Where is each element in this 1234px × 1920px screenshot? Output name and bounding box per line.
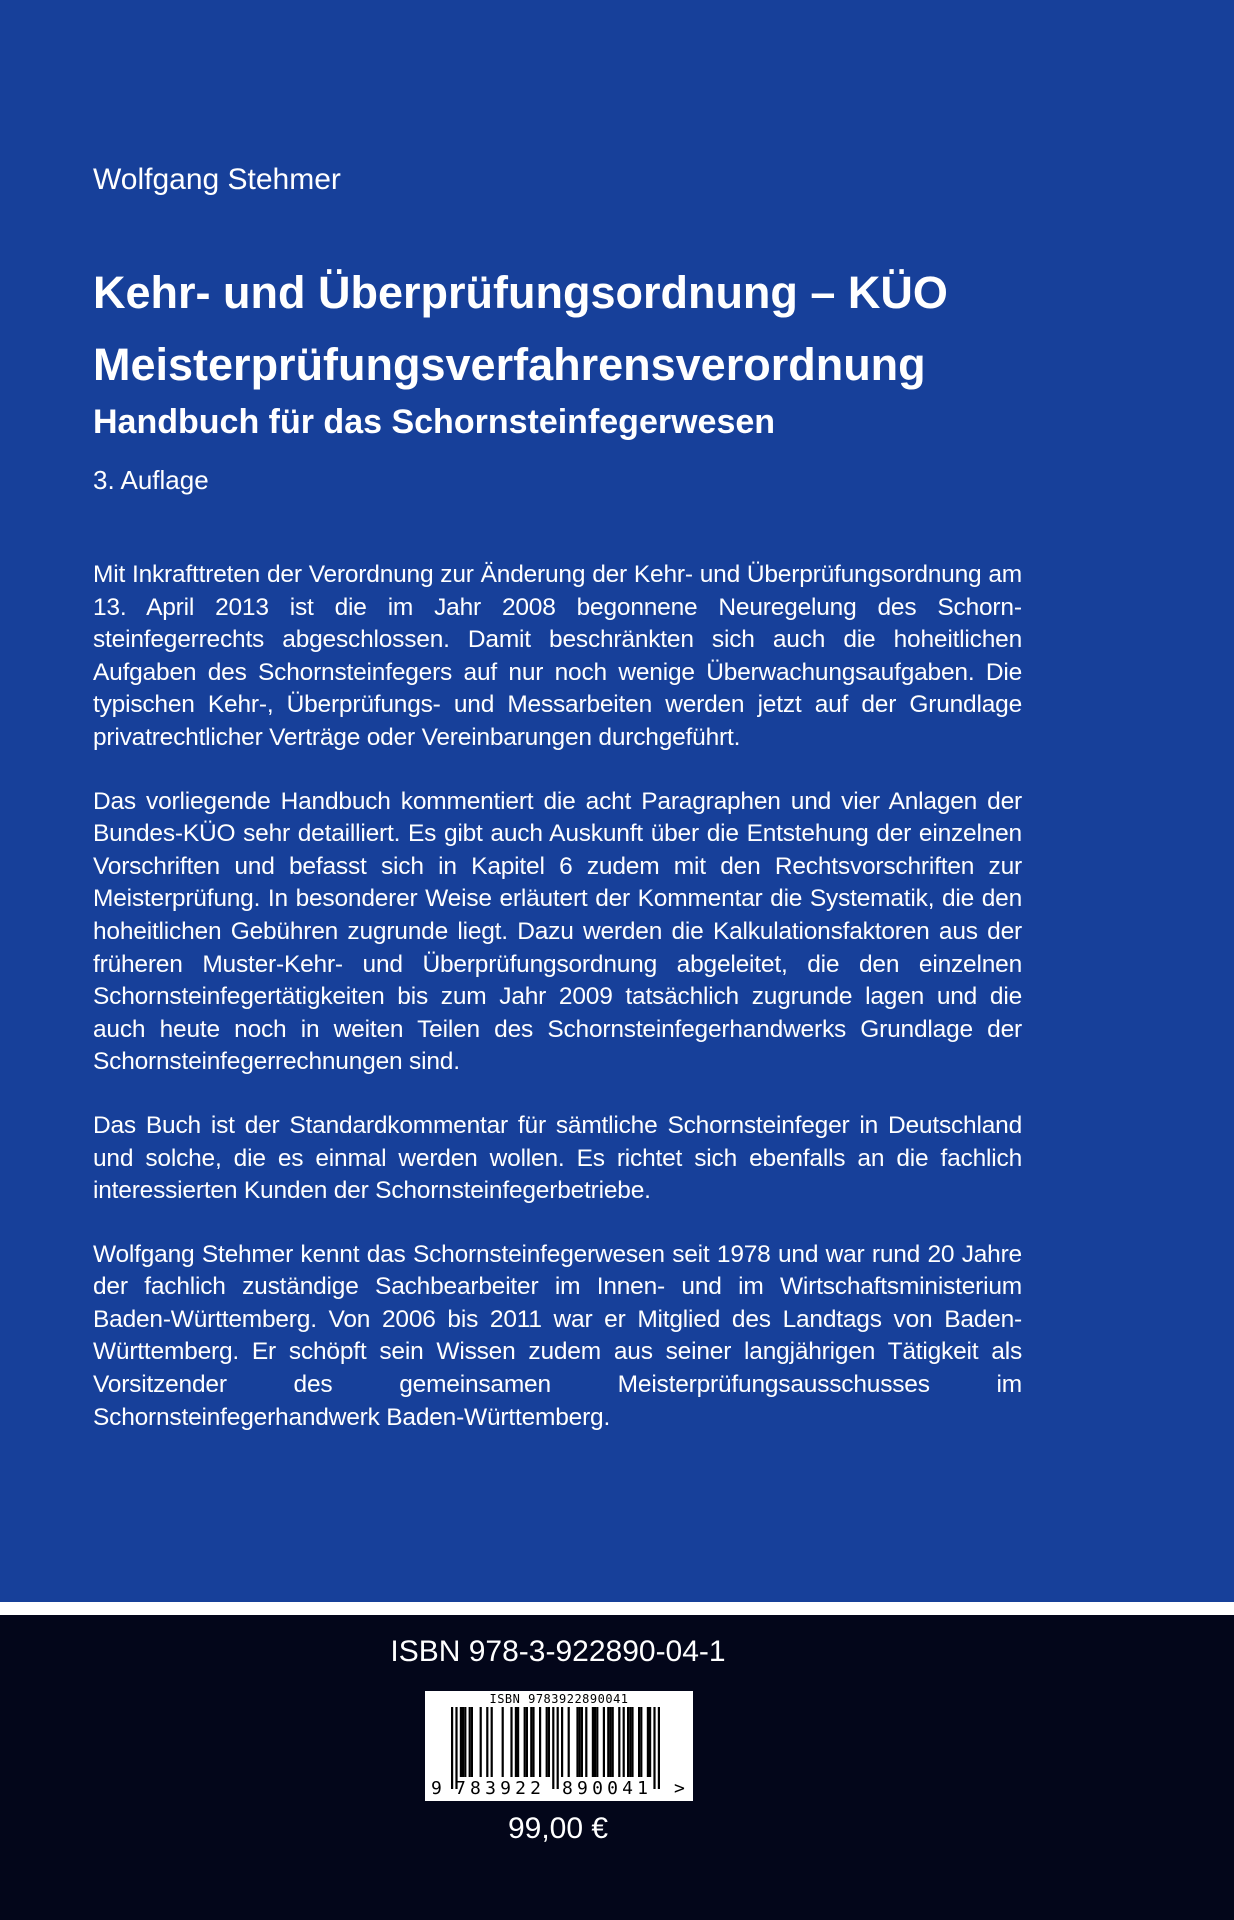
barcode-bar bbox=[530, 1707, 532, 1777]
barcode-bar bbox=[462, 1707, 464, 1777]
barcode-top-text: ISBN 9783922890041 bbox=[489, 1692, 629, 1706]
blurb-paragraph-1: Mit Inkrafttreten der Verordnung zur Änderung der Kehr- und Überprüfungsordnung am 13. April 2013 ist die im Jahr 2008 begonnene Neuregelung des Schornsteinfegerrechts abgeschlossen. Damit beschränkten sich auch die hoheitlichen Aufgaben des Schornsteinfegers auf nur noch wenige Überwachungsaufgaben. Die typischen Kehr-, Überprüfungs- und Messarbeiten werden jetzt auf der Grundlage privatrechtlicher Verträge oder Vereinbarungen durchgeführt. bbox=[93, 561, 1022, 751]
blurb-text bbox=[93, 559, 1022, 1465]
barcode-bar bbox=[618, 1707, 620, 1777]
barcode-bar bbox=[532, 1707, 534, 1777]
barcode-bar bbox=[480, 1707, 482, 1777]
barcode-bar bbox=[627, 1707, 629, 1777]
barcode-bar bbox=[612, 1707, 614, 1777]
barcode-first-digit: 9 bbox=[431, 1778, 442, 1799]
barcode-bar bbox=[658, 1707, 660, 1789]
barcode-bar bbox=[460, 1707, 462, 1777]
barcode-bar bbox=[623, 1707, 625, 1777]
book-subtitle: Handbuch für das Schornsteinfegerwesen bbox=[93, 403, 776, 441]
barcode-bar bbox=[455, 1707, 457, 1789]
barcode-bar bbox=[649, 1707, 651, 1777]
barcode-bar bbox=[568, 1707, 570, 1777]
title-line-2: Meisterprüfungsverfahrensverordnung bbox=[93, 339, 926, 390]
barcode-bar bbox=[596, 1707, 598, 1777]
barcode-bar bbox=[609, 1707, 611, 1777]
barcode-bar bbox=[640, 1707, 642, 1777]
barcode-bar bbox=[526, 1707, 528, 1777]
blurb-paragraph-2: Das vorliegende Handbuch kommentiert die acht Paragraphen und vier Anlagen der Bundes-KÜO sehr detailliert. Es gibt auch Auskunft über die Entstehung der einzelnen Vorschriften und befasst sich in Kapitel 6 zudem mit den Rechtsvorschriften zur Meisterprüfung. In besonderer Weise erläutert der Kommentar die Systematik, die den hoheitlichen Gebühren zugrunde liegt. Dazu werden die Kalkulationsfaktoren aus der früheren Muster-Kehr- und Überprüfungsordnung abgeleitet, die den einzelnen Schornsteinfegertätigkeiten bis zum Jahr 2009 tatsächlich zugrunde lagen und die auch heute noch in weiten Teilen des Schornsteinfegerhandwerks Grundlage der Schornsteinfegerrechnungen sind. bbox=[93, 787, 1022, 1076]
blurb-paragraph-4: Wolfgang Stehmer kennt das Schornsteinfegerwesen seit 1978 und war rund 20 Jahre der fachlich zuständige Sachbearbeiter im Innen- und im Wirtschaftsministerium Baden-Württemberg. Von 2006 bis 2011 war er Mitglied des Landtags von Baden-Württemberg. Er schöpft sein Wissen zudem aus seiner langjährigen Tätigkeit als Vorsitzender des gemeinsamen Meisterprüfungsausschusses im Schornsteinfegerhandwerk Baden-Württemberg. bbox=[93, 1240, 1022, 1431]
barcode-bar bbox=[653, 1707, 655, 1789]
barcode-bar bbox=[594, 1707, 596, 1777]
barcode-bar bbox=[546, 1707, 548, 1777]
barcode-bar bbox=[607, 1707, 609, 1777]
barcode-bar bbox=[557, 1707, 559, 1789]
barcode-bar bbox=[579, 1707, 581, 1777]
barcode-bar bbox=[592, 1707, 594, 1777]
author-name: Wolfgang Stehmer bbox=[93, 163, 341, 196]
barcode-bar bbox=[491, 1707, 493, 1777]
barcode-bar bbox=[451, 1707, 453, 1789]
barcode-bar bbox=[502, 1707, 504, 1777]
barcode-bar bbox=[486, 1707, 488, 1777]
barcode-bar bbox=[581, 1707, 583, 1777]
barcode-bar bbox=[576, 1707, 578, 1777]
barcode-left-digits: 783922 bbox=[455, 1778, 546, 1799]
barcode-bar bbox=[464, 1707, 466, 1777]
white-divider bbox=[0, 1602, 1234, 1615]
title-line-1: Kehr- und Überprüfungsordnung – KÜO bbox=[93, 267, 948, 318]
edition-label: 3. Auflage bbox=[93, 465, 209, 495]
barcode-bar bbox=[469, 1707, 471, 1777]
barcode-bar bbox=[631, 1707, 633, 1777]
barcode-bar bbox=[561, 1707, 563, 1777]
barcode-bar bbox=[647, 1707, 649, 1777]
barcode-bar bbox=[585, 1707, 587, 1777]
barcode-bar bbox=[471, 1707, 473, 1777]
blurb-paragraph-3: Das Buch ist der Standardkommentar für sämtliche Schornsteinfeger in Deutschland und solche, die es einmal werden wollen. Es richtet sich ebenfalls an die fachlich interessierten Kunden der Schornsteinfegerbetriebe. bbox=[93, 1111, 1022, 1205]
barcode-bar bbox=[510, 1707, 512, 1777]
barcode-bar bbox=[515, 1707, 517, 1777]
barcode-bar bbox=[552, 1707, 554, 1789]
barcode-bar bbox=[517, 1707, 519, 1777]
book-title bbox=[93, 257, 948, 401]
isbn-barcode bbox=[425, 1691, 693, 1801]
barcode-bar bbox=[539, 1707, 541, 1777]
price-text: 99,00 € bbox=[507, 1812, 609, 1845]
barcode-arrow: > bbox=[674, 1778, 685, 1799]
barcode-bar bbox=[548, 1707, 550, 1777]
barcode-bar bbox=[638, 1707, 640, 1777]
isbn-text: ISBN 978-3-922890-04-1 bbox=[390, 1635, 726, 1668]
barcode-right-digits: 890041 bbox=[562, 1778, 653, 1799]
barcode-bar bbox=[629, 1707, 631, 1777]
barcode-bar bbox=[603, 1707, 605, 1777]
barcode-bar bbox=[524, 1707, 526, 1777]
